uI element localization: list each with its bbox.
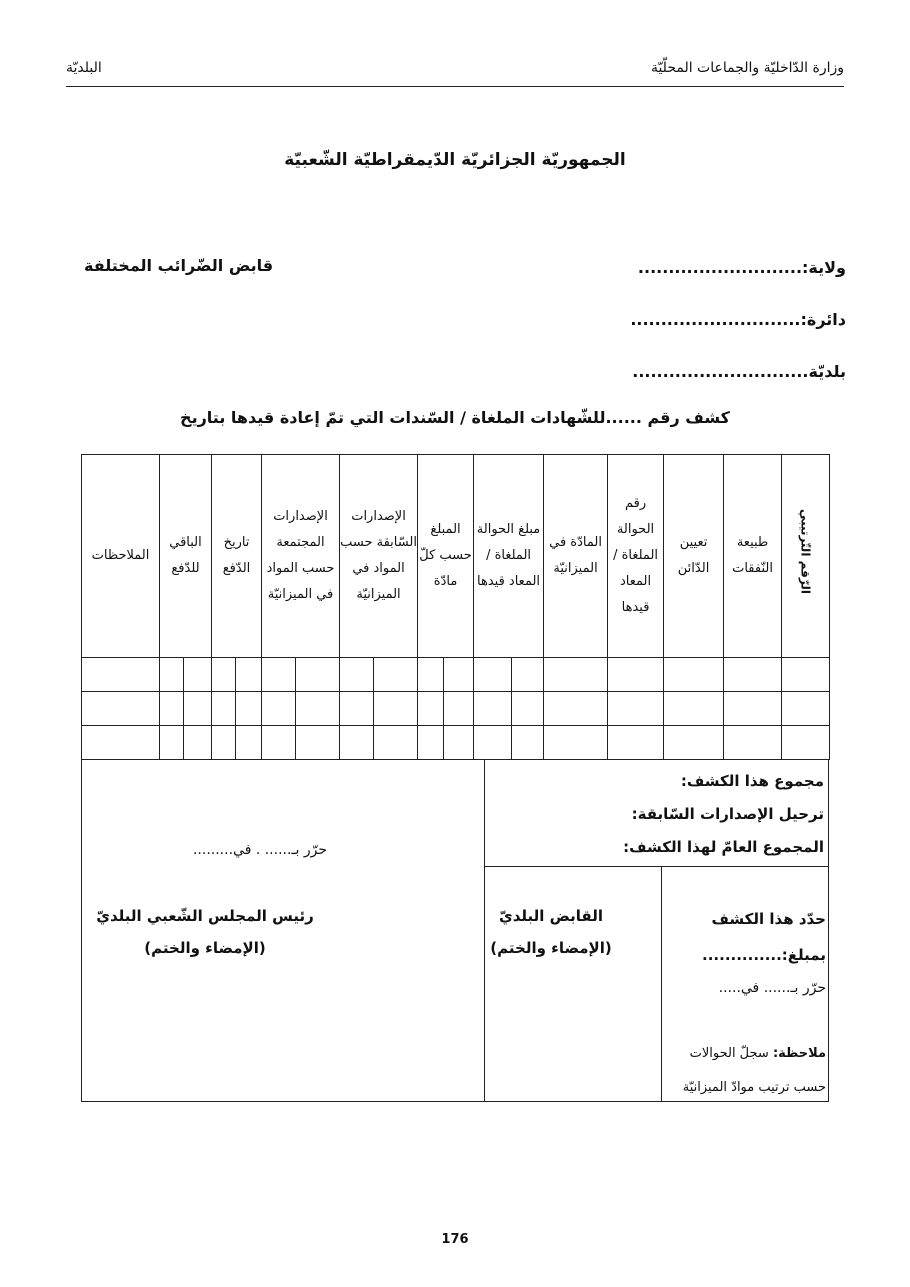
divider — [484, 760, 485, 1102]
header-remaining: الباقي للدّفع — [160, 455, 212, 658]
header-budget-article: المادّة في الميزانيّة — [544, 455, 608, 658]
page-number: 176 — [441, 1232, 469, 1247]
wilaya-field: ولاية:........................... — [637, 258, 846, 277]
fixed-sheet-label: حدّد هذا الكشف — [711, 910, 826, 928]
note: ملاحظة: سجلّ الحوالات — [689, 1046, 826, 1061]
header-cumulative-issues: الإصدارات المجتمعة حسب المواد في الميزانيّة — [262, 455, 340, 658]
baladia-field: بلديّة............................. — [632, 362, 846, 381]
written-at-left: حرّر بـ...... . في......... — [192, 842, 328, 858]
header-transfer-number: رقم الحوالة الملغاة / المعاد قيدها — [608, 455, 664, 658]
header-divider — [66, 86, 844, 87]
note-continued: حسب ترتيب موادّ الميزانيّة — [682, 1080, 826, 1095]
table-row — [82, 726, 830, 760]
header-previous-issues: الإصدارات السّابقة حسب المواد في الميزانيّة — [340, 455, 418, 658]
table-row — [82, 692, 830, 726]
cancellations-table — [81, 454, 830, 760]
header-expense-type: طبيعة النّفقات — [724, 455, 782, 658]
collector-signature: (الإمضاء والختم) — [490, 939, 612, 957]
header-transfer-amount: مبلغ الحوالة الملغاة / المعاد قيدها — [474, 455, 544, 658]
collector-title: قابض الضّرائب المختلفة — [84, 256, 274, 275]
header-amount-per-article: المبلغ حسب كلّ مادّة — [418, 455, 474, 658]
ministry-header: وزارة الدّاخليّة والجماعات المحلّيّة — [650, 60, 844, 76]
header-payment-date: تاريخ الدّفع — [212, 455, 262, 658]
president-signature: (الإمضاء والختم) — [144, 939, 266, 957]
council-president: رئيس المجلس الشّعبي البلديّ — [96, 907, 314, 925]
header-serial-number: الرّقم التّرتيبي — [782, 455, 830, 658]
amount-field: بمبلغ:.............. — [702, 946, 826, 964]
header-creditor: تعيين الدّائن — [664, 455, 724, 658]
sheet-title: كشف رقم ......للشّهادات الملغاة / السّندات التي تمّ إعادة قيدها بتاريخ — [180, 408, 730, 427]
municipal-collector: القابض البلديّ — [499, 907, 603, 925]
divider — [661, 866, 662, 1102]
written-at-right: حرّر بـ...... في..... — [718, 980, 826, 996]
municipality-header: البلديّة — [66, 60, 102, 76]
header-remarks: الملاحظات — [82, 455, 160, 658]
divider — [484, 866, 829, 867]
daira-field: دائرة:............................ — [630, 310, 846, 329]
grand-total-label: المجموع العامّ لهذا الكشف: — [623, 838, 824, 856]
table-row — [82, 658, 830, 692]
republic-title: الجمهوريّة الجزائريّة الدّيمقراطيّة الشّعبيّة — [284, 150, 626, 170]
sheet-total-label: مجموع هذا الكشف: — [680, 772, 824, 790]
carry-forward-label: ترحيل الإصدارات السّابقة: — [631, 805, 824, 823]
